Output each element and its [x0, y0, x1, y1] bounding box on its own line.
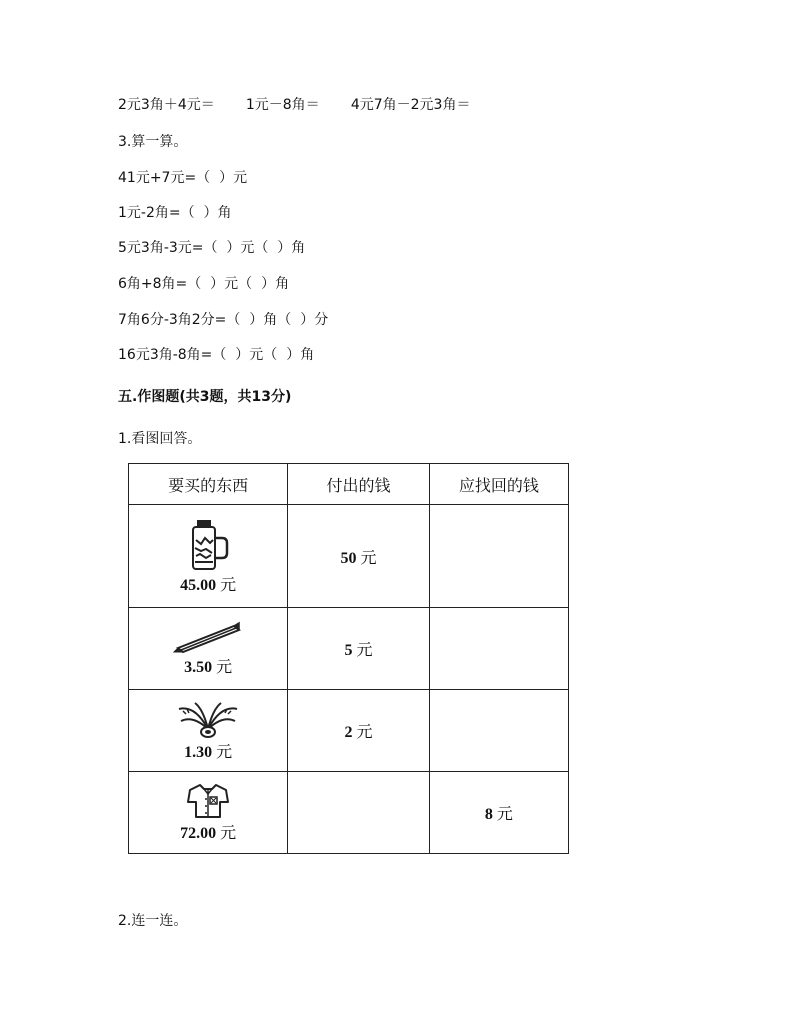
paid-unit: 元 [356, 642, 373, 659]
header-paid: 付出的钱 [288, 464, 429, 505]
table-row [129, 690, 569, 772]
table-row [129, 608, 569, 690]
change-cell [429, 772, 568, 854]
item-price-label: 45.00 元 [180, 576, 237, 594]
equation-41yuan: 41元+7元=（ ）元 [118, 170, 248, 186]
equation-line-1: 2元3角＋4元＝ 1元－8角＝ 4元7角－2元3角＝ [118, 97, 471, 113]
pencil-icon [172, 620, 244, 654]
item-cell [129, 690, 288, 772]
paid-cell[interactable] [288, 772, 429, 854]
section-heading: 五.作图题(共3题，共13分) [118, 389, 292, 405]
item-cell [129, 608, 288, 690]
paid-unit: 元 [360, 549, 377, 567]
change-amount: 8 [484, 806, 493, 823]
table-row [129, 772, 569, 854]
paid-amount: 50 [340, 549, 357, 567]
item-cell [129, 505, 288, 608]
shirt-icon [186, 782, 230, 820]
paid-amount: 5 [344, 642, 353, 659]
item-price-label: 3.50 元 [184, 659, 233, 676]
change-cell[interactable] [429, 608, 568, 690]
milk-bottle-icon [183, 518, 233, 572]
equation-7jiao6fen: 7角6分-3角2分=（ ）角（ ）分 [118, 312, 329, 328]
change-cell[interactable] [429, 505, 568, 608]
question-3-title: 3.算一算。 [118, 134, 188, 150]
equation-16yuan3jiao: 16元3角-8角=（ ）元（ ）角 [118, 347, 315, 363]
paid-cell [288, 505, 429, 608]
equation-5yuan3jiao: 5元3角-3元=（ ）元（ ）角 [118, 240, 306, 256]
item-cell [129, 772, 288, 854]
change-unit: 元 [496, 806, 513, 823]
shopping-table [128, 463, 569, 854]
paid-unit: 元 [356, 724, 373, 741]
header-item: 要买的东西 [129, 464, 288, 505]
question-2-title: 2.连一连。 [118, 913, 188, 929]
shuttlecock-icon [175, 699, 241, 739]
equation-6jiao: 6角+8角=（ ）元（ ）角 [118, 276, 290, 292]
equation-1yuan: 1元-2角=（ ）角 [118, 205, 232, 221]
item-price-label: 72.00 元 [180, 825, 237, 842]
paid-amount: 2 [344, 724, 353, 741]
table-row [129, 505, 569, 608]
paid-cell [288, 690, 429, 772]
item-price-label: 1.30 元 [184, 744, 233, 761]
header-change: 应找回的钱 [429, 464, 568, 505]
change-cell[interactable] [429, 690, 568, 772]
table-header-row [129, 464, 569, 505]
question-1-title: 1.看图回答。 [118, 431, 202, 447]
paid-cell [288, 608, 429, 690]
